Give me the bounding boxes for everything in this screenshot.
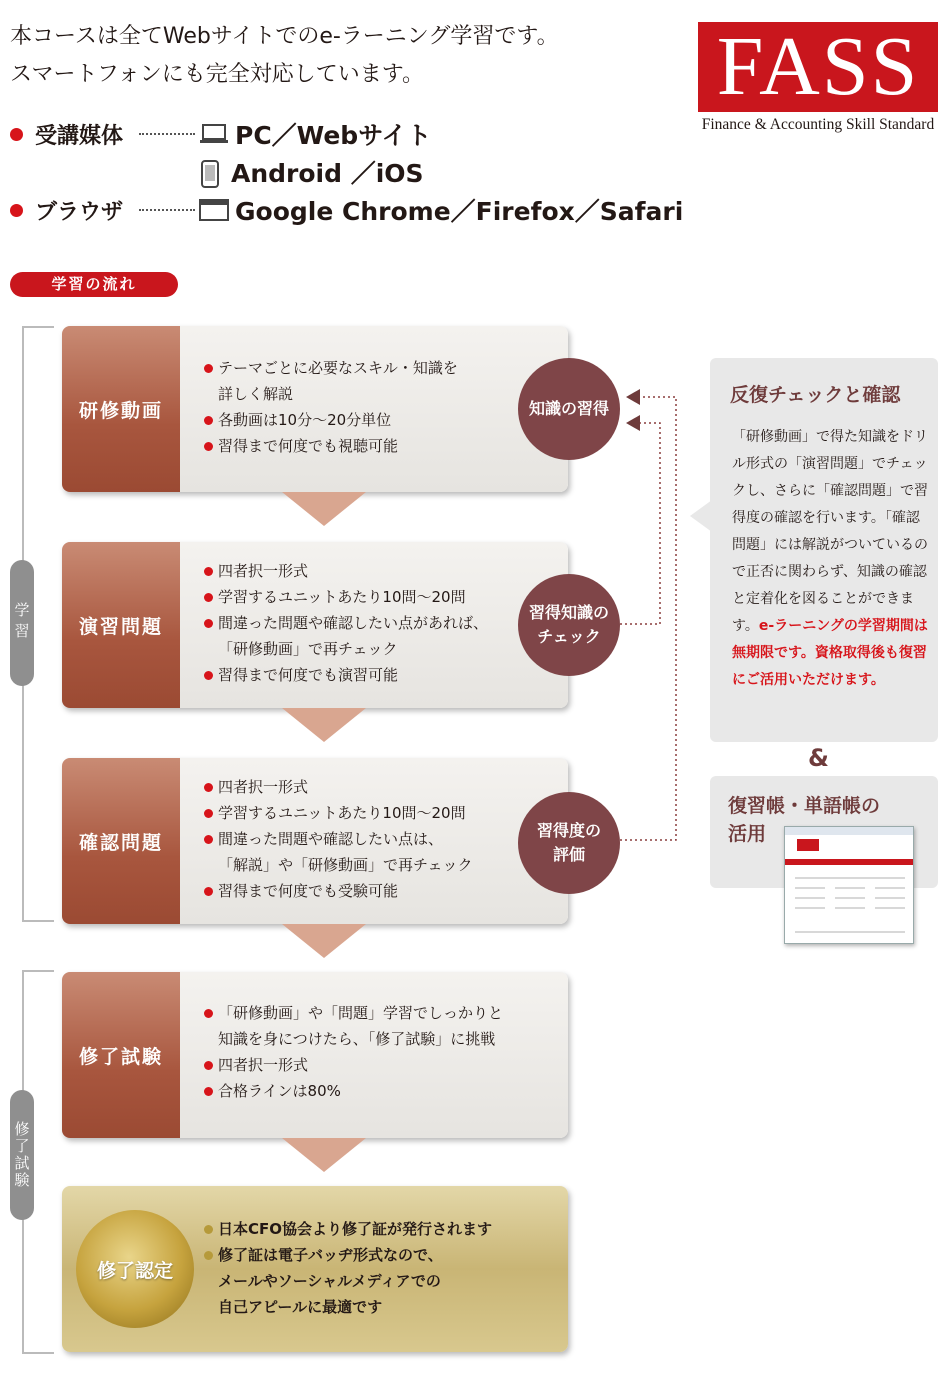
list-item: 自己アピールに最適です (218, 1298, 383, 1316)
card-exam-list (204, 1000, 503, 1104)
list-item: 間違った問題や確認したい点は、 (204, 826, 473, 852)
list-item: 「研修動画」で再チェック (218, 640, 398, 658)
list-item: 日本CFO協会より修了証が発行されます (204, 1216, 492, 1242)
arrow-head-icon (626, 389, 640, 405)
circle-eval-label: 習得度の 評価 (536, 821, 601, 864)
panel-repeat-check (710, 358, 938, 742)
intro-line-1: 本コースは全てWebサイトでのe-ラーニング学習です。 (10, 24, 559, 49)
card-exam-title: 修了試験 (62, 972, 180, 1138)
list-item: 「解説」や「研修動画」で再チェック (218, 856, 473, 874)
side-tab-learning: 学習 (10, 560, 34, 686)
list-item: 学習するユニットあたり10問～20問 (204, 584, 488, 610)
card-cert-list (204, 1216, 492, 1320)
list-item: 各動画は10分～20分単位 (204, 407, 458, 433)
panel-repeat-body: 「研修動画」で得た知識をドリル形式の「演習問題」でチェックし、さらに「確認問題」で習得度の確認を行います。「確認問題」には解説がついているので正否に関わらず、知識の確認と定着化を図ることができます。e-ラーニングの学習期間は無期限です。資格取得後も復習にご活用いただけます。 (732, 429, 928, 688)
spec-browser (10, 192, 683, 228)
panel-repeat-title: 反復チェックと確認 (730, 384, 901, 406)
logo-text: FASS (716, 20, 920, 113)
circle-check (518, 574, 620, 676)
circle-evaluation (518, 792, 620, 894)
arrow-head-icon (626, 415, 640, 431)
card-video-title: 研修動画 (62, 326, 180, 492)
list-item: 習得まで何度でも視聴可能 (204, 433, 458, 459)
list-item: 四者択一形式 (204, 1052, 503, 1078)
spec-media-mobile (10, 154, 424, 190)
list-item: 知識を身につけたら、「修了試験」に挑戦 (218, 1030, 496, 1048)
card-confirm (62, 758, 568, 924)
card-practice-title: 演習問題 (62, 542, 180, 708)
bullet-dot (10, 128, 23, 141)
feedback-connectors (620, 385, 690, 845)
card-video-list (204, 355, 458, 459)
card-confirm-list (204, 774, 473, 904)
down-arrow (282, 492, 366, 526)
down-arrow (282, 924, 366, 958)
ampersand: & (808, 744, 829, 772)
card-confirm-title: 確認問題 (62, 758, 180, 924)
list-item: 合格ラインは80% (204, 1078, 503, 1104)
down-arrow (282, 1138, 366, 1172)
spec-media-mobile-value: Android ／iOS (231, 159, 424, 188)
bullet-dot (10, 204, 23, 217)
list-item: 四者択一形式 (204, 558, 488, 584)
list-item: 学習するユニットあたり10問～20問 (204, 800, 473, 826)
leader-dots (139, 133, 195, 135)
laptop-icon (199, 122, 229, 146)
browser-window-icon (199, 198, 229, 222)
smartphone-icon (195, 160, 225, 184)
list-item: メールやソーシャルメディアでの (218, 1272, 441, 1290)
panel-pointer (690, 500, 712, 532)
spec-browser-value: Google Chrome／Firefox／Safari (235, 197, 684, 226)
circle-knowledge-label: 知識の習得 (528, 399, 609, 418)
card-practice (62, 542, 568, 708)
panel-repeat-highlight: e-ラーニングの学習期間は無期限です。資格取得後も復習にご活用いただけます。 (732, 618, 928, 688)
spec-media-label: 受講媒体 (35, 123, 124, 149)
intro-text (10, 18, 559, 94)
panel-review-title: 復習帳・単語帳の 活用 (728, 795, 881, 845)
list-item: 修了証は電子バッヂ形式なので、 (204, 1242, 492, 1268)
list-item: 間違った問題や確認したい点があれば、 (204, 610, 488, 636)
flow-label: 学習の流れ (10, 272, 178, 297)
list-item: 四者択一形式 (204, 774, 473, 800)
card-practice-list (204, 558, 488, 688)
cert-badge: 修了認定 (76, 1210, 194, 1328)
spec-browser-label: ブラウザ (35, 199, 124, 225)
circle-knowledge (518, 358, 620, 460)
spec-media (10, 116, 431, 152)
fass-logo (698, 22, 938, 140)
down-arrow (282, 708, 366, 742)
card-exam (62, 972, 568, 1138)
side-tab-final: 修了試験 (10, 1090, 34, 1220)
list-item: 「研修動画」や「問題」学習でしっかりと (204, 1000, 503, 1026)
logo-subtitle: Finance & Accounting Skill Standard (701, 116, 935, 133)
list-item: 詳しく解説 (218, 385, 294, 403)
leader-dots (139, 209, 195, 211)
list-item: テーマごとに必要なスキル・知識を (204, 355, 458, 381)
spec-media-pc: PC／Webサイト (235, 121, 432, 150)
card-video (62, 326, 568, 492)
circle-check-label: 習得知識の チェック (528, 603, 609, 646)
review-screenshot-thumbnail (784, 826, 914, 944)
list-item: 習得まで何度でも受験可能 (204, 878, 473, 904)
list-item: 習得まで何度でも演習可能 (204, 662, 488, 688)
intro-line-2: スマートフォンにも完全対応しています。 (10, 62, 425, 87)
